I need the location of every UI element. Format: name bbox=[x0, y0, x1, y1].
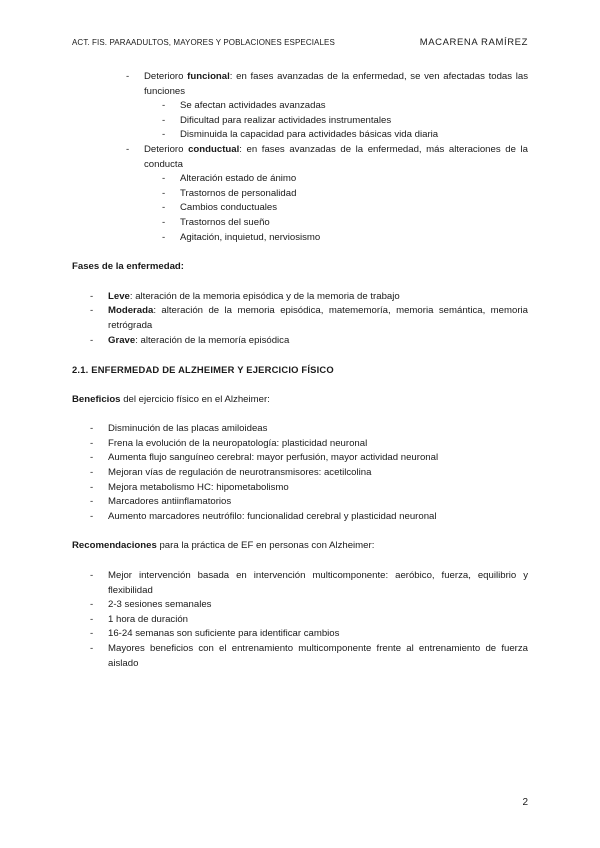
page-header bbox=[72, 38, 528, 52]
item-prefix: Deterioro bbox=[144, 71, 188, 82]
header-course-title: ACT. FIS. PARAADULTOS, MAYORES Y POBLACIONES ESPECIALES bbox=[72, 38, 335, 47]
list-item: - Frena la evolución de la neuropatología: plasticidad neuronal bbox=[72, 437, 528, 452]
beneficios-list bbox=[72, 422, 528, 524]
sub-list bbox=[144, 172, 528, 245]
page-body bbox=[72, 70, 528, 671]
list-item bbox=[72, 334, 528, 349]
item-text: : en fases avanzadas de la enfermedad, más alteraciones de la conducta bbox=[144, 143, 529, 170]
page-number: 2 bbox=[522, 797, 528, 808]
list-item: - 2-3 sesiones semanales bbox=[72, 598, 528, 613]
section-title: 2.1. ENFERMEDAD DE ALZHEIMER Y EJERCICIO FÍSICO bbox=[72, 364, 334, 376]
list-item bbox=[72, 143, 528, 245]
intro-keyword: Beneficios bbox=[72, 393, 121, 405]
sub-list-item: - Disminuida la capacidad para actividades básicas vida diaria bbox=[144, 128, 528, 143]
item-keyword: Grave bbox=[108, 334, 136, 346]
list-item bbox=[72, 70, 528, 143]
sub-list-item: - Agitación, inquietud, nerviosismo bbox=[144, 231, 528, 246]
item-keyword: Moderada bbox=[108, 305, 154, 317]
recomendaciones-list bbox=[72, 569, 528, 671]
header-author: MACARENA RAMÍREZ bbox=[419, 37, 528, 48]
beneficios-intro bbox=[72, 393, 528, 408]
list-item: - Mejor intervención basada en intervención multicomponente: aeróbico, fuerza, equilibrio y flexibilidad bbox=[72, 569, 528, 598]
sub-list bbox=[144, 99, 528, 143]
item-text: : alteración de la memoría episódica bbox=[135, 334, 290, 346]
item-text: : en fases avanzadas de la enfermedad, se ven afectadas todas las funciones bbox=[144, 71, 529, 97]
list-item: - Mejoran vías de regulación de neurotransmisores: acetilcolina bbox=[72, 466, 528, 481]
sub-list-item: - Trastornos del sueño bbox=[144, 216, 528, 231]
list-item: - Aumento marcadores neutrófilo: funcionalidad cerebral y plasticidad neuronal bbox=[72, 510, 528, 525]
sub-list-item: - Trastornos de personalidad bbox=[144, 187, 528, 202]
fases-list bbox=[72, 290, 528, 348]
intro-keyword: Recomendaciones bbox=[72, 540, 157, 552]
list-item bbox=[72, 304, 528, 333]
sub-list-item: - Cambios conductuales bbox=[144, 201, 528, 216]
intro-text: del ejercicio físico en el Alzheimer: bbox=[120, 393, 270, 405]
item-prefix: Deterioro bbox=[144, 143, 189, 155]
intro-text: para la práctica de EF en personas con Alzheimer: bbox=[156, 540, 375, 552]
list-item: - Mejora metabolismo HC: hipometabolismo bbox=[72, 481, 528, 496]
list-item: - Marcadores antiinflamatorios bbox=[72, 495, 528, 510]
fases-heading: Fases de la enfermedad: bbox=[72, 261, 184, 273]
item-text: : alteración de la memoria episódica, matememoría, memoria semántica, memoria retrógrada bbox=[108, 305, 528, 331]
list-item: - 16-24 semanas son suficiente para identificar cambios bbox=[72, 627, 528, 642]
list-item: - Aumenta flujo sanguíneo cerebral: mayor perfusión, mayor actividad neuronal bbox=[72, 451, 528, 466]
sub-list-item: - Dificultad para realizar actividades instrumentales bbox=[144, 114, 528, 129]
list-item: - Disminución de las placas amiloideas bbox=[72, 422, 528, 437]
deterioro-list bbox=[72, 70, 528, 245]
sub-list-item: - Se afectan actividades avanzadas bbox=[144, 99, 528, 114]
recomendaciones-intro bbox=[72, 539, 528, 554]
item-keyword: funcional bbox=[187, 71, 230, 82]
list-item: - Mayores beneficios con el entrenamiento multicomponente frente al entrenamiento de fuerza aislado bbox=[72, 642, 528, 671]
item-text: : alteración de la memoria episódica y de la memoria de trabajo bbox=[129, 290, 400, 302]
item-keyword: conductual bbox=[188, 143, 240, 155]
list-item: - 1 hora de duración bbox=[72, 613, 528, 628]
item-keyword: Leve bbox=[108, 290, 130, 302]
list-item bbox=[72, 290, 528, 305]
sub-list-item: - Alteración estado de ánimo bbox=[144, 172, 528, 187]
